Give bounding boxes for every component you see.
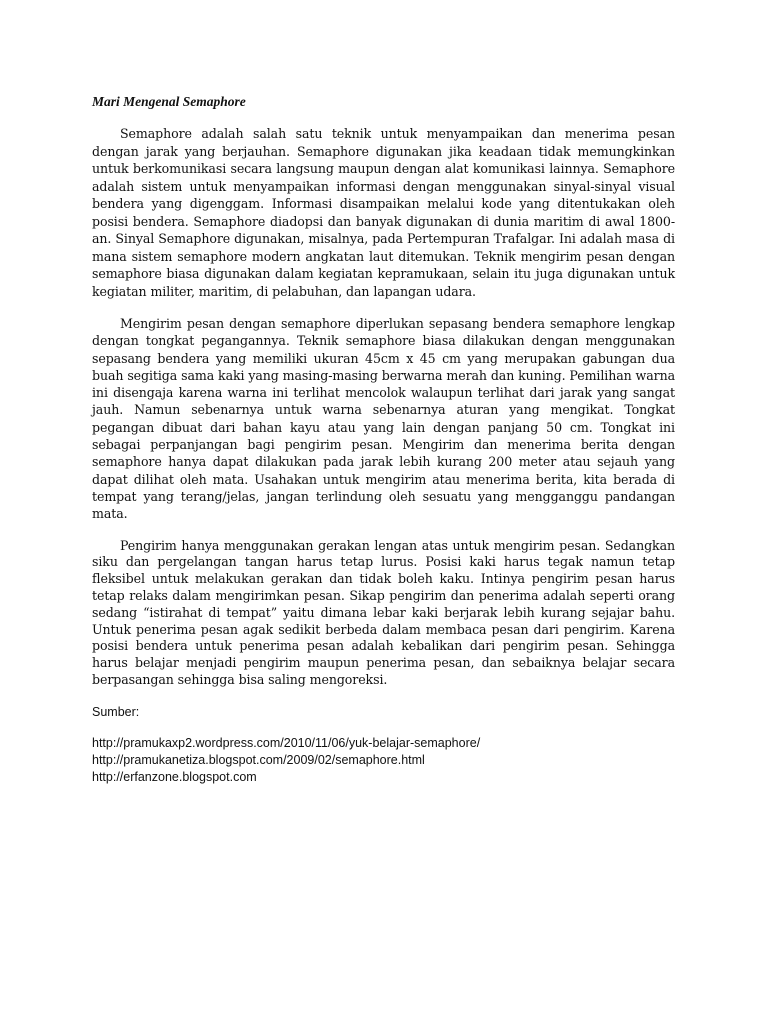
document-page	[92, 93, 675, 786]
document-title: Mari Mengenal Semaphore	[92, 94, 246, 109]
paragraph-equipment: Mengirim pesan dengan semaphore diperlukan sepasang bendera semaphore lengkap dengan tongkat pegangannya. Teknik semaphore biasa dilakukan dengan menggunakan sepasang bendera yang memiliki ukuran 45cm x 45 cm yang merupakan gabungan dua buah segitiga sama kaki yang masing-masing berwarna merah dan kuning. Pemilihan warna ini disengaja karena warna ini terlihat mencolok walaupun terlihat dari jarak yang sangat jauh. Namun sebenarnya untuk warna sebenarnya aturan yang mengikat. Tongkat pegangan dibuat dari bahan kayu atau yang lain dengan panjang 50 cm. Tongkat ini sebagai perpanjangan bagi pengirim pesan. Mengirim dan menerima berita dengan semaphore hanya dapat dilakukan pada jarak lebih kurang 200 meter atau sejauh yang dapat dilihat oleh mata. Usahakan untuk mengirim atau menerima berita, kita berada di tempat yang terang/jelas, jangan terlindung oleh sesuatu yang mengganggu pandangan mata.	[92, 316, 675, 522]
sources-label: Sumber:	[92, 704, 140, 719]
paragraph-intro: Semaphore adalah salah satu teknik untuk menyampaikan dan menerima pesan dengan jarak yang berjauhan. Semaphore digunakan jika keadaan tidak memungkinkan untuk berkomunikasi secara langsung maupun dengan alat komunikasi lainnya. Semaphore adalah sistem untuk menyampaikan informasi dengan menggunakan sinyal-sinyal visual bendera yang digenggam. Informasi disampaikan melalui kode yang ditentukakan oleh posisi bendera. Semaphore diadopsi dan banyak digunakan di dunia maritim di awal 1800-an. Sinyal Semaphore digunakan, misalnya, pada Pertempuran Trafalgar. Ini adalah masa di mana sistem semaphore modern angkatan laut ditemukan. Teknik mengirim pesan dengan semaphore biasa digunakan dalam kegiatan kepramukaan, selain itu juga digunakan untuk kegiatan militer, maritim, di pelabuhan, dan lapangan udara.	[92, 126, 675, 299]
source-link-2[interactable]: http://pramukanetiza.blogspot.com/2009/02/semaphore.html	[92, 752, 425, 767]
sources-list	[92, 735, 675, 786]
source-link-1[interactable]: http://pramukaxp2.wordpress.com/2010/11/06/yuk-belajar-semaphore/	[92, 735, 481, 750]
source-link-3[interactable]: http://erfanzone.blogspot.com	[92, 769, 257, 784]
paragraph-technique: Pengirim hanya menggunakan gerakan lengan atas untuk mengirim pesan. Sedangkan siku dan pergelangan tangan harus tetap lurus. Posisi kaki harus tegak namun tetap fleksibel untuk melakukan gerakan dan tidak boleh kaku. Intinya pengirim pesan harus tetap relaks dalam mengirimkan pesan. Sikap pengirim dan penerima adalah seperti orang sedang “istirahat di tempat” yaitu dimana lebar kaki berjarak lebih kurang sejajar bahu. Untuk penerima pesan agak sedikit berbeda dalam membaca pesan dari pengirim. Karena posisi bendera untuk penerima pesan adalah kebalikan dari pengirim pesan. Sehingga harus belajar menjadi pengirim maupun penerima pesan, dan sebaiknya belajar secara berpasangan sehingga bisa saling mengoreksi.	[92, 537, 675, 687]
